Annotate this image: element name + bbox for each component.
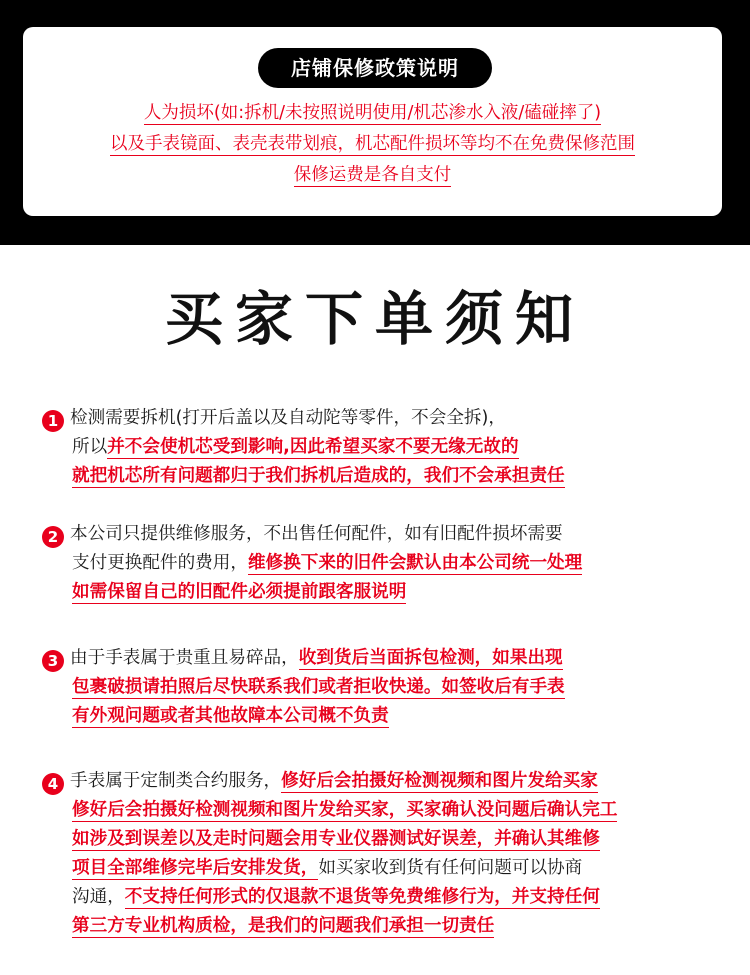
notice-highlight: 不支持任何形式的仅退款不退货等免费维修行为，并支持任何: [124, 887, 600, 907]
number-badge-icon: 2: [42, 526, 64, 548]
policy-line-1: 人为损坏(如:拆机/未按照说明使用/机芯渗水入液/磕碰摔了): [143, 103, 602, 123]
policy-text: [23, 98, 722, 191]
policy-line-2: 以及手表镜面、表壳表带划痕，机芯配件损坏等均不在免费保修范围: [110, 134, 635, 154]
notice-text: 沟通，: [72, 887, 125, 907]
policy-title: 店铺保修政策说明: [258, 48, 492, 88]
notice-highlight: 收到货后当面拆包检测，如果出现: [298, 648, 563, 668]
notice-text: 手表属于定制类合约服务，: [70, 771, 282, 791]
notice-highlight: 如涉及到误差以及走时问题会用专业仪器测试好误差，并确认其维修: [72, 829, 600, 849]
notice-highlight: 包裹破损请拍照后尽快联系我们或者拒收快递。如签收后有手表: [72, 677, 565, 697]
notice-highlight: 维修换下来的旧件会默认由本公司统一处理: [247, 553, 583, 573]
notice-highlight: 就把机芯所有问题都归于我们拆机后造成的，我们不会承担责任: [72, 466, 565, 486]
notice-4: [42, 767, 742, 941]
notice-highlight: 第三方专业机构质检，是我们的问题我们承担一切责任: [72, 916, 495, 936]
number-badge-icon: 3: [42, 650, 64, 672]
policy-line-3: 保修运费是各自支付: [293, 165, 452, 185]
notice-highlight: 修好后会拍摄好检测视频和图片发给买家，买家确认没问题后确认完工: [72, 800, 618, 820]
number-badge-icon: 1: [42, 410, 64, 432]
notice-3: [42, 644, 742, 731]
notice-highlight: 有外观问题或者其他故障本公司概不负责: [72, 706, 389, 726]
notice-highlight: 如需保留自己的旧配件必须提前跟客服说明: [72, 582, 407, 602]
notice-text: 由于手表属于贵重且易碎品，: [70, 648, 299, 668]
notice-text: 支付更换配件的费用，: [72, 553, 248, 573]
notice-2: [42, 520, 742, 607]
notice-highlight: 并不会使机芯受到影响,因此希望买家不要无缘无故的: [107, 437, 519, 457]
notice-highlight: 修好后会拍摄好检测视频和图片发给买家: [281, 771, 598, 791]
notice-text: 如买家收到货有任何问题可以协商: [318, 858, 583, 878]
page-title: 买家下单须知: [164, 285, 585, 353]
notice-text: 检测需要拆机(打开后盖以及自动陀等零件，不会全拆)，: [70, 408, 506, 428]
number-badge-icon: 4: [42, 773, 64, 795]
notice-highlight: 项目全部维修完毕后安排发货，: [72, 858, 319, 878]
notice-text: 本公司只提供维修服务，不出售任何配件，如有旧配件损坏需要: [70, 524, 563, 544]
notice-text: 所以: [72, 437, 108, 457]
notice-1: [42, 404, 742, 491]
